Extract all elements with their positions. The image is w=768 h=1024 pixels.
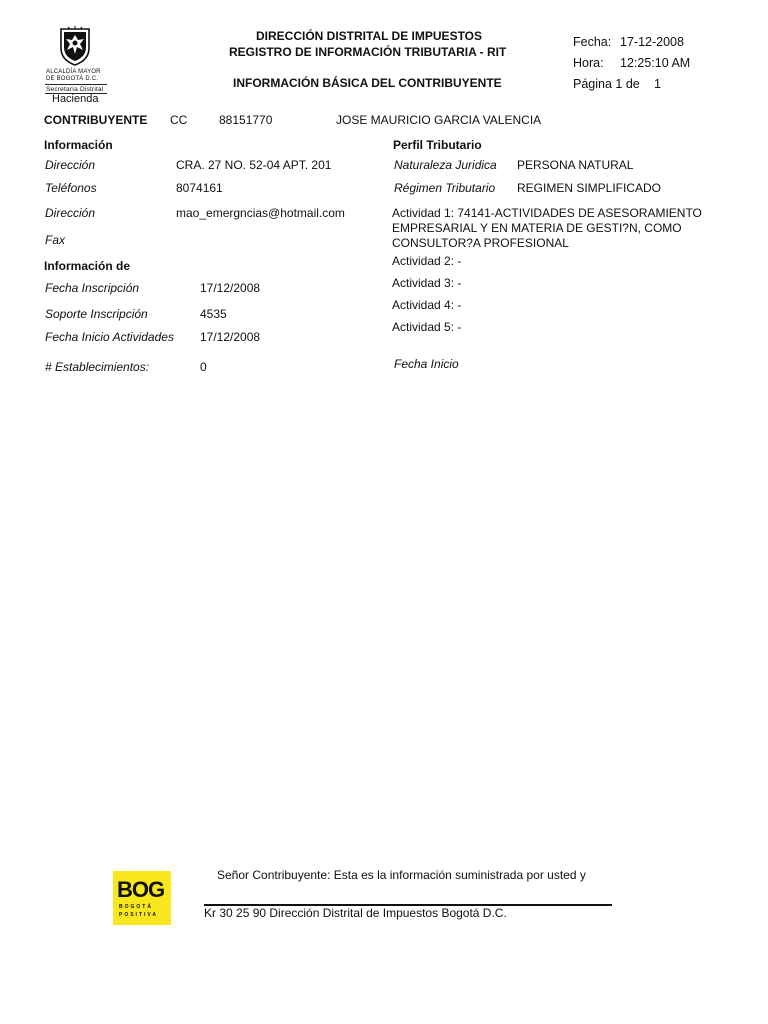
fecha-value: 17-12-2008 <box>620 35 684 49</box>
header-title-2: REGISTRO DE INFORMACIÓN TRIBUTARIA - RIT <box>229 45 507 59</box>
actividad-1-line2: EMPRESARIAL Y EN MATERIA DE GESTI?N, COMO <box>392 221 682 235</box>
fax-label: Fax <box>45 233 66 247</box>
soporte-value: 4535 <box>200 307 227 321</box>
logo-divider <box>45 84 107 85</box>
footer-notice: Señor Contribuyente: Esta es la información suministrada por usted y <box>217 868 586 882</box>
bogota-crest-logo <box>58 26 92 66</box>
fecha-inscripcion-value: 17/12/2008 <box>200 281 261 295</box>
actividad-3: Actividad 3: - <box>392 276 462 290</box>
bog-logo-sub1: BOGOTÁ <box>119 904 153 910</box>
fecha-inicio-actividades-label: Fecha Inicio Actividades <box>45 330 174 344</box>
actividad-2: Actividad 2: - <box>392 254 462 268</box>
pagina-total: 1 <box>654 77 661 91</box>
fecha-inscripcion-label: Fecha Inscripción <box>45 281 140 295</box>
naturaleza-value: PERSONA NATURAL <box>517 158 634 172</box>
regimen-value: REGIMEN SIMPLIFICADO <box>517 181 662 195</box>
naturaleza-label: Naturaleza Juridica <box>394 158 497 172</box>
bog-logo-sub2: POSITIVA <box>119 912 158 918</box>
hora-label: Hora: <box>573 56 604 70</box>
actividad-5: Actividad 5: - <box>392 320 462 334</box>
fecha-label: Fecha: <box>573 35 612 49</box>
contribuyente-label: CONTRIBUYENTE <box>44 113 148 127</box>
actividad-1-line1: Actividad 1: 74141-ACTIVIDADES DE ASESORAMIENTO <box>392 206 702 220</box>
contribuyente-name: JOSE MAURICIO GARCIA VALENCIA <box>336 113 542 127</box>
regimen-label: Régimen Tributario <box>394 181 496 195</box>
email-label: Dirección <box>45 206 96 220</box>
doc-type: CC <box>170 113 188 127</box>
header-title-3: INFORMACIÓN BÁSICA DEL CONTRIBUYENTE <box>233 76 502 90</box>
doc-number: 88151770 <box>219 113 273 127</box>
logo-text-line3: Secretaría Distrital <box>46 86 104 93</box>
logo-text-line1: ALCALDÍA MAYOR <box>46 69 101 75</box>
telefonos-label: Teléfonos <box>45 181 97 195</box>
direccion-label: Dirección <box>45 158 96 172</box>
perfil-fecha-inicio-label: Fecha Inicio <box>394 357 459 371</box>
footer-address: Kr 30 25 90 Dirección Distrital de Impuestos Bogotá D.C. <box>204 906 507 920</box>
establecimientos-value: 0 <box>200 360 207 374</box>
establecimientos-label: # Establecimientos: <box>45 360 150 374</box>
informacion-heading: Información <box>44 138 113 152</box>
fecha-inicio-actividades-value: 17/12/2008 <box>200 330 261 344</box>
informacion-de-heading: Información de <box>44 259 131 273</box>
perfil-heading: Perfil Tributario <box>393 138 482 152</box>
logo-hacienda: Hacienda <box>52 93 99 105</box>
soporte-label: Soporte Inscripción <box>45 307 148 321</box>
telefonos-value: 8074161 <box>176 181 223 195</box>
email-value: mao_emergncias@hotmail.com <box>176 206 345 220</box>
actividad-1-line3: CONSULTOR?A PROFESIONAL <box>392 236 569 250</box>
logo-text-line2: DE BOGOTÁ D.C. <box>46 76 99 82</box>
hora-value: 12:25:10 AM <box>620 56 691 70</box>
pagina-text: Página 1 de <box>573 77 640 91</box>
bogota-positiva-logo <box>113 871 171 925</box>
bog-logo-text: BOG <box>117 877 165 902</box>
actividad-4: Actividad 4: - <box>392 298 462 312</box>
direccion-value: CRA. 27 NO. 52-04 APT. 201 <box>176 158 332 172</box>
header-title-1: DIRECCIÓN DISTRITAL DE IMPUESTOS <box>256 29 483 43</box>
